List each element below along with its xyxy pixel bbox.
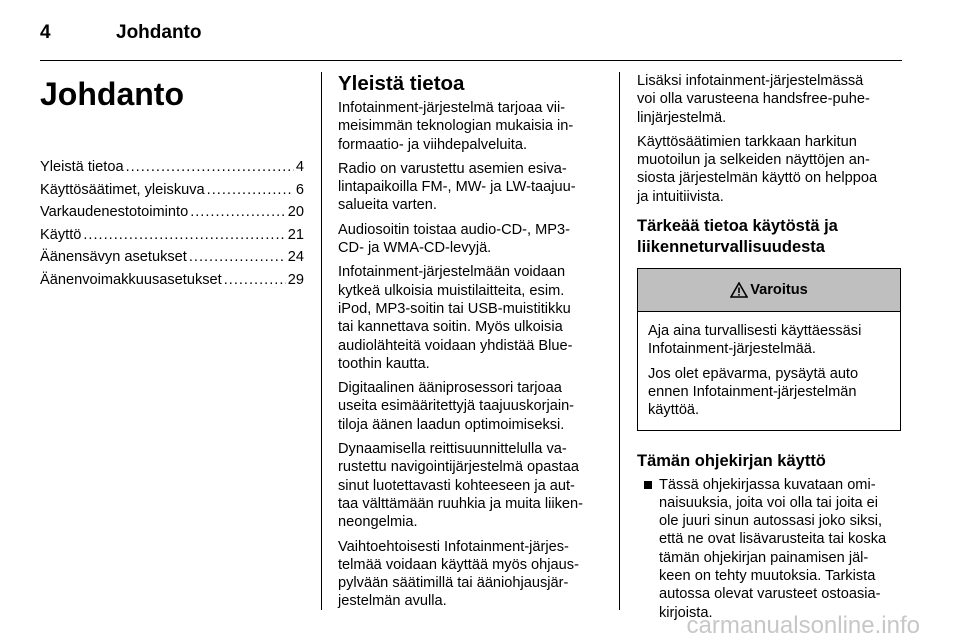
toc-leader [190,201,286,224]
warning-header [638,269,900,312]
paragraph: Infotainment-järjestelmään voidaan kytkeä ulkoisia muistilaitteita, esim. iPod, MP3-soitin tai USB-muistitikku tai kannettava soitin. Myös ulkoisia audiolähteitä voidaan yhdistää Blue- toothin kautta. [338,264,573,372]
paragraph: Vaihtoehtoisesti Infotainment-järjes- telmää voidaan käyttää myös ohjaus- pylvään säätimillä tai ääniohjausjär- jestelmän avulla. [338,538,579,610]
toc-entry-page: 29 [287,271,304,288]
toc-entry-title: Äänenvoimakkuusasetukset [40,271,222,288]
paragraph: Lisäksi infotainment-järjestelmässä voi olla varusteena handsfree-puhe- linjärjestelmä. [637,73,870,126]
toc-entry-title: Varkaudenestotoiminto [40,204,189,220]
chapter-title: Johdanto [40,76,184,112]
paragraph: Radio on varustettu asemien esiva- lintapaikoilla FM-, MW- ja LW-taajuu- salueita varten. [338,160,576,214]
warning-triangle-icon [730,282,748,298]
toc-entry-page: 6 [295,181,304,198]
paragraph: Infotainment-järjestelmä tarjoaa vii- meisimmän teknologian mukaisia in- formaatio- ja viihdepalveluita. [338,100,574,153]
column-right [637,72,901,622]
warning-paragraph: Jos olet epävarma, pysäytä auto ennen Infotainment-järjestelmän käyttöä. [648,365,859,419]
bullet-item [637,476,901,622]
toc-leader [224,269,286,292]
toc-entry-title: Käyttösäätimet, yleiskuva [40,181,205,198]
section-heading-manual-usage: Tämän ohjekirjan käyttö [637,451,826,470]
toc-entry-page: 21 [287,226,304,243]
warning-body [638,312,900,429]
section-heading-general-info: Yleistä tietoa [338,72,465,95]
toc-entry-title: Käyttö [40,226,82,243]
column-divider [619,72,620,610]
toc-entry-page: 4 [295,159,304,175]
header-rule [40,60,902,61]
page-number: 4 [40,22,51,43]
paragraph: Audiosoitin toistaa audio-CD-, MP3- CD- ja WMA-CD-levyjä. [338,221,570,257]
toc-entry[interactable] [40,179,304,202]
paragraph: Digitaalinen ääniprosessori tarjoaa useita esimääritettyjä taajuuskorjain- tiloja äänen laadun optimoimiseksi. [338,380,575,433]
paragraph: Dynaamisella reittisuunnittelulla va- rustettu navigointijärjestelmä opastaa sinut luotettavasti kohteeseen ja aut- taa välttämään ruuhkia ja muita liiken- neongelmia. [338,441,583,531]
section-heading-safety: Tärkeää tietoa käytöstä ja liikenneturvallisuudesta [637,217,838,257]
toc-entry[interactable] [40,156,304,179]
toc-entry-title: Yleistä tietoa [40,159,124,175]
table-of-contents [40,156,304,291]
column-left [40,72,304,291]
running-section-title: Johdanto [116,22,202,43]
toc-entry[interactable] [40,201,304,224]
toc-leader [189,246,286,269]
toc-entry-page: 20 [287,204,304,220]
column-divider [321,72,322,610]
toc-entry[interactable] [40,269,304,292]
watermark: carmanualsonline.info [686,612,920,639]
toc-leader [126,156,294,179]
toc-leader [83,224,285,247]
column-middle [338,72,602,617]
warning-box [637,268,901,430]
toc-entry-page: 24 [287,249,304,265]
toc-leader [207,179,294,202]
bullet-text: Tässä ohjekirjassa kuvataan omi- naisuuksia, joita voi olla tai joita ei ole juuri sinun autossasi joko siksi, että ne ovat lisävarusteita tai koska tämän ohjekirjan painamisen jäl- keen on tehty muutoksia. Tarkista autossa olevat varusteet ostoasia- kirjoista. [659,476,887,621]
bullet-square-icon [644,481,652,489]
warning-paragraph: Aja aina turvallisesti käyttäessäsi Infotainment-järjestelmää. [648,323,862,358]
warning-title: Varoitus [750,282,808,299]
toc-entry[interactable] [40,246,304,269]
toc-entry[interactable] [40,224,304,247]
toc-entry-title: Äänensävyn asetukset [40,249,187,265]
paragraph: Käyttösäätimien tarkkaan harkitun muotoilun ja selkeiden näyttöjen an- siosta järjestelmän käyttö on helppoa ja intuitiivista. [637,133,878,205]
